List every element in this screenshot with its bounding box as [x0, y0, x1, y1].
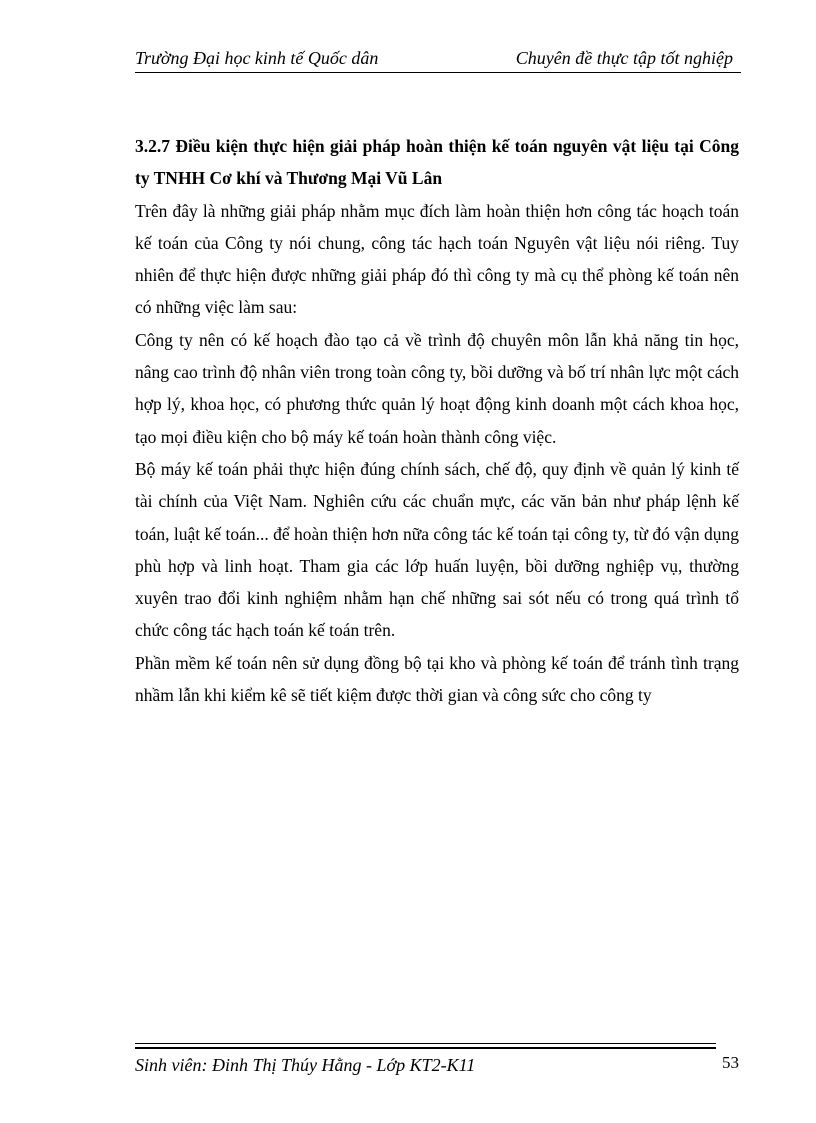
- footer-divider-thin: [135, 1043, 716, 1044]
- paragraph-compliance: Bộ máy kế toán phải thực hiện đúng chính sách, chế độ, quy định về quản lý kinh tế tài chính của Việt Nam. Nghiên cứu các chuẩn mực, các văn bản như pháp lệnh kế toán, luật kế toán... để hoàn thiện hơn nữa công tác kế toán tại công ty, từ đó vận dụng phù hợp và linh hoạt. Tham gia các lớp huấn luyện, bồi dưỡng nghiệp vụ, thường xuyên trao đổi kinh nghiệm nhằm hạn chế những sai sót nếu có trong quá trình tổ chức công tác hạch toán kế toán trên.: [135, 458, 739, 641]
- header-report-title: Chuyên đề thực tập tốt nghiệp: [515, 48, 733, 68]
- paragraph-software: Phần mềm kế toán nên sử dụng đồng bộ tại kho và phòng kế toán để tránh tình trạng nhầm lẫn khi kiểm kê sẽ tiết kiệm được thời gian và công sức cho công ty: [135, 652, 739, 706]
- page-footer: [135, 1043, 741, 1083]
- footer-divider-thick: [135, 1047, 716, 1049]
- header-university: Trường Đại học kinh tế Quốc dân: [135, 48, 379, 68]
- section-heading: 3.2.7 Điều kiện thực hiện giải pháp hoàn thiện kế toán nguyên vật liệu tại Công ty TNHH Cơ khí và Thương Mại Vũ Lân: [135, 136, 739, 189]
- paragraph-intro: Trên đây là những giải pháp nhằm mục đích làm hoàn thiện hơn công tác hoạch toán kế toán của Công ty nói chung, công tác hạch toán Nguyên vật liệu nói riêng. Tuy nhiên để thực hiện được những giải pháp đó thì công ty mà cụ thể phòng kế toán nên có những việc làm sau:: [135, 200, 739, 318]
- paragraph-training: Công ty nên có kế hoạch đào tạo cả về trình độ chuyên môn lẫn khả năng tin học, nâng cao trình độ nhân viên trong toàn công ty, bồi dưỡng và bố trí nhân lực một cách hợp lý, khoa học, có phương thức quản lý hoạt động kinh doanh một cách khoa học, tạo mọi điều kiện cho bộ máy kế toán hoàn thành công việc.: [135, 329, 739, 447]
- footer-student-info: Sinh viên: Đinh Thị Thúy Hằng - Lớp KT2-K11: [135, 1055, 476, 1075]
- header-divider: [135, 72, 741, 73]
- page-header: [135, 44, 741, 74]
- page-body: [135, 130, 739, 711]
- page-number: 53: [722, 1053, 739, 1072]
